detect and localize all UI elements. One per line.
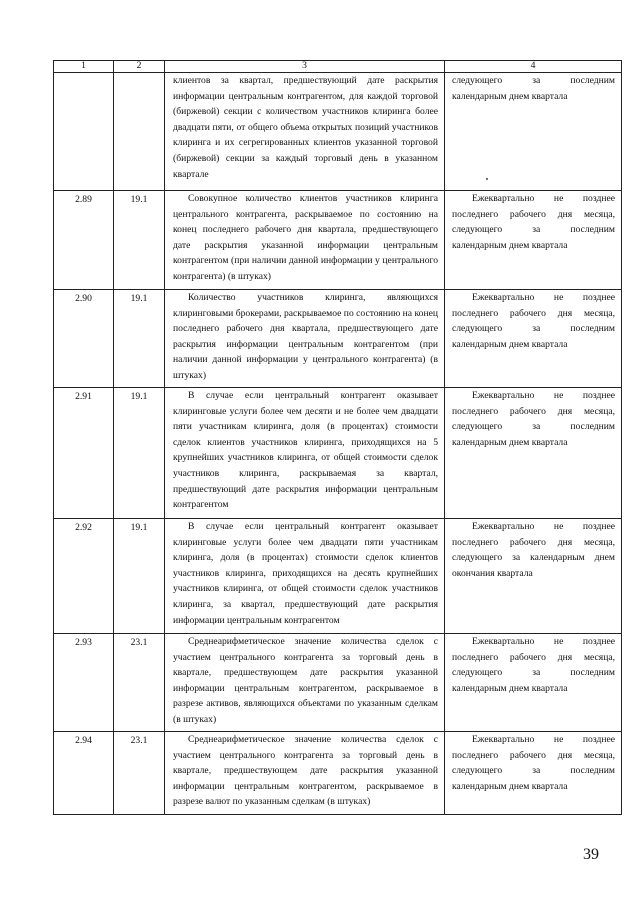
row-frequency: Ежеквартально не позднее последнего рабочего дня месяца, следующего за последним календарным днем квартала [452,636,615,694]
row-number: 2.93 [54,634,114,732]
table-row [54,191,622,290]
row-description: В случае если центральный контрагент оказывает клиринговые услуги более чем двадцати пяти участникам клиринга, доля (в процентах) стоимости сделок клиентов участников клиринга, приходящихся на десять крупнейших участников клиринга, от общей стоимости сделок участников клиринга, за квартал, предшествующий дате раскрытия информации центральным контрагентом [173,521,438,626]
row-reference [114,73,165,191]
row-frequency: Ежеквартально не позднее последнего рабочего дня месяца, следующего за последним календарным днем квартала [452,193,615,251]
row-description: Совокупное количество клиентов участников клиринга центрального контрагента, раскрываемое по состоянию на конец последнего рабочего дня квартала, предшествующего дате раскрытия указанной информации центральным контрагентом (при наличии данной информации у центрального контрагента) (в штуках) [173,193,438,282]
page-number: 39 [583,846,599,863]
table-row [54,519,622,634]
row-description: Количество участников клиринга, являющихся клиринговыми брокерами, раскрываемое по состоянию на конец последнего рабочего дня квартала, предшествующего дате раскрытия информации центральным контрагентом (при наличии данной информации у центрального контрагента) (в штуках) [173,292,438,381]
table-row [54,73,622,191]
row-number: 2.89 [54,191,114,290]
row-reference: 23.1 [114,732,165,815]
row-frequency: Ежеквартально не позднее последнего рабочего дня месяца, следующего за последним календарным днем квартала [452,390,615,448]
header-col-2: 2 [114,61,165,73]
row-number: 2.90 [54,290,114,388]
row-number [54,73,114,191]
row-reference: 19.1 [114,519,165,634]
row-reference: 19.1 [114,290,165,388]
row-frequency: следующего за последним календарным днем квартала [452,75,615,102]
row-frequency: Ежеквартально не позднее последнего рабочего дня месяца, следующего за календарным днем окончания квартала [452,521,615,579]
row-reference: 19.1 [114,191,165,290]
header-col-3: 3 [165,61,445,73]
row-frequency: Ежеквартально не позднее последнего рабочего дня месяца, следующего за последним календарным днем квартала [452,292,615,350]
header-col-4: 4 [445,61,622,73]
row-number: 2.92 [54,519,114,634]
row-number: 2.94 [54,732,114,815]
row-description: клиентов за квартал, предшествующий дате раскрытия информации центральным контрагентом, для каждой торговой (биржевой) секции с количеством участников клиринга более двадцати пяти, от общего объема открытых позиций участников клиринга и их сегрегированных клиентов указанной торговой (биржевой) секции за каждый торговый день в указанном квартале [173,75,438,180]
table-header-row [54,61,622,73]
table-row [54,732,622,815]
table-row [54,634,622,732]
row-reference: 23.1 [114,634,165,732]
table-row [54,290,622,388]
scan-speck [486,178,488,180]
row-description: В случае если центральный контрагент оказывает клиринговые услуги более чем десяти и не более чем двадцати пяти участникам клиринга, доля (в процентах) стоимости сделок клиентов участников клиринга, приходящихся на 5 крупнейших участников клиринга, от общей стоимости сделок участников клиринга, раскрываемая за квартал, предшествующий дате раскрытия информации центральным контрагентом [173,390,438,511]
row-description: Среднеарифметическое значение количества сделок с участием центрального контрагента за торговый день в квартале, предшествующем дате раскрытия указанной информации центральным контрагентом, раскрываемое в разрезе валют по указанным сделкам (в штуках) [173,734,438,808]
row-reference: 19.1 [114,388,165,519]
table-row [54,388,622,519]
row-number: 2.91 [54,388,114,519]
regulation-table [53,60,622,815]
row-description: Среднеарифметическое значение количества сделок с участием центрального контрагента за торговый день в квартале, предшествующем дате раскрытия указанной информации центральным контрагентом, раскрываемое в разрезе активов, являющихся объектами по указанным сделкам (в штуках) [173,636,438,725]
row-frequency: Ежеквартально не позднее последнего рабочего дня месяца, следующего за последним календарным днем квартала [452,734,615,792]
header-col-1: 1 [54,61,114,73]
